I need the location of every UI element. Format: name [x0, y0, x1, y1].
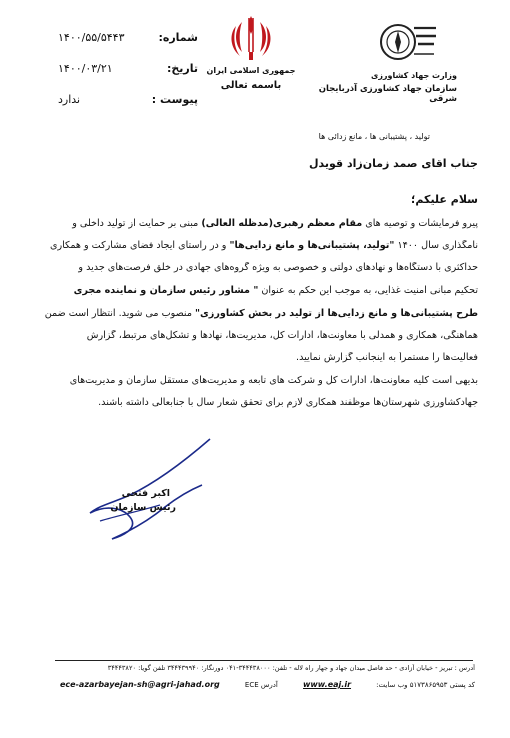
- body-text: مبنی بر حمایت از تولید داخلی و: [72, 218, 202, 229]
- body-bold-text: طرح پشتیبانی‌ها و مانع زدایی‌ها از تولید در بخش کشاورزی": [195, 308, 478, 319]
- letter-number-row: [58, 22, 198, 53]
- date-label: تاریخ:: [166, 62, 198, 75]
- body-line-2: [32, 240, 478, 251]
- body-bold-text: " مشاور رئیس سازمان و نماینده مجری: [73, 285, 259, 296]
- organization-name: سازمان جهاد کشاورزی آذربایجان شرقی: [318, 84, 457, 104]
- body-line-9: [32, 397, 478, 408]
- body-line-7: [32, 352, 478, 363]
- ministry-name: وزارت جهاد کشاورزی: [370, 71, 457, 80]
- body-text: تحکیم مبانی امنیت غذایی، به موجب این حکم به عنوان: [258, 285, 478, 296]
- body-text: و در راستای ایجاد فضای مشارکت و همکاری: [49, 240, 230, 251]
- letter-meta: [58, 22, 198, 115]
- signer-title: رئیس سازمان: [110, 502, 176, 513]
- signer-name: اکبر فتحی: [121, 488, 170, 499]
- body-text: جهادکشاورزی شهرستان‌ها موظفند همکاری لازم برای تحقق شعار سال با جنابعالی داشته باشند.: [98, 397, 478, 408]
- body-line-3: [32, 262, 478, 273]
- date-value: ۱۴۰۰/۰۳/۲۱: [58, 62, 113, 75]
- body-text: پیرو فرمایشات و توصیه های: [362, 218, 478, 229]
- letter-date-row: [58, 53, 198, 84]
- body-text: فعالیت‌ها را مستمراً به اینجانب گزارش نمایید.: [296, 352, 478, 363]
- number-value: ۱۴۰۰/۵۵/۵۴۴۳: [58, 31, 125, 44]
- footer-divider: [55, 660, 473, 661]
- jahad-logo-icon: [378, 14, 440, 66]
- greeting-line: سلام علیکم؛: [411, 193, 478, 206]
- body-bold-text: "تولید، پشتیبانی‌ها و مانع زدایی‌ها": [229, 240, 395, 251]
- iran-emblem-icon: [228, 12, 274, 64]
- body-text: منصوب می شوید. انتظار است ضمن: [44, 308, 196, 319]
- body-text: نامگذاری سال ۱۴۰۰: [394, 240, 478, 251]
- number-label: شماره:: [158, 31, 198, 44]
- attachment-label: پیوست :: [151, 93, 198, 106]
- body-line-5: [32, 308, 478, 319]
- recipient-line: جناب اقای صمد زمان‌زاد قویدل: [308, 157, 478, 170]
- attachment-value: ندارد: [58, 93, 81, 106]
- body-line-6: [32, 330, 478, 341]
- body-bold-text: مقام معظم رهبری(مدظله العالی): [201, 218, 363, 229]
- footer-ece-label: آدرس ECE: [244, 680, 278, 689]
- basmala-caption: باسمه تعالی: [220, 80, 282, 91]
- footer-contact-row: [60, 680, 475, 689]
- footer-website: www.eaj.ir: [303, 680, 352, 689]
- footer-postal: کد پستی ۵۱۷۳۸۶۵۹۵۳ وب سایت:: [376, 680, 475, 689]
- letter-attachment-row: [58, 84, 198, 115]
- emblem-caption: جمهوری اسلامی ایران: [206, 66, 296, 75]
- letter-subject: تولید ، پشتیبانی ها ، مانع زدائی ها: [318, 132, 430, 141]
- footer-address: آدرس : تبریز - خیابان آزادی - حد فاصل میدان جهاد و جهار راه لاله - تلفن: ۳۴۴۴۳۸۰۰۰-۰۴۱ دورنگار: ۳۴۴۴۳۹۹۴۰ تلفن گویا: ۳۴۴۴۳۸۲۰: [107, 664, 475, 672]
- body-text: بدیهی است کلیه معاونت‌ها، ادارات کل و شرکت های تابعه و مدیریت‌های مستقل سازمان و مدیریت‌های: [69, 375, 478, 386]
- body-line-1: [32, 218, 478, 229]
- body-line-4: [32, 285, 478, 296]
- body-line-8: [32, 375, 478, 386]
- footer-email: ece-azarbayejan-sh@agri-jahad.org: [60, 680, 220, 689]
- body-text: حداکثری با دستگاه‌ها و نهادهای دولتی و خصوصی به ویژه گروه‌های جهادی در خلق فرصت‌های جدید و: [78, 262, 478, 273]
- body-text: هماهنگی، همکاری و همدلی با معاونت‌ها، ادارات کل، مدیریت‌ها، نهادها و تشکل‌های مرتبط، گزارش: [86, 330, 478, 341]
